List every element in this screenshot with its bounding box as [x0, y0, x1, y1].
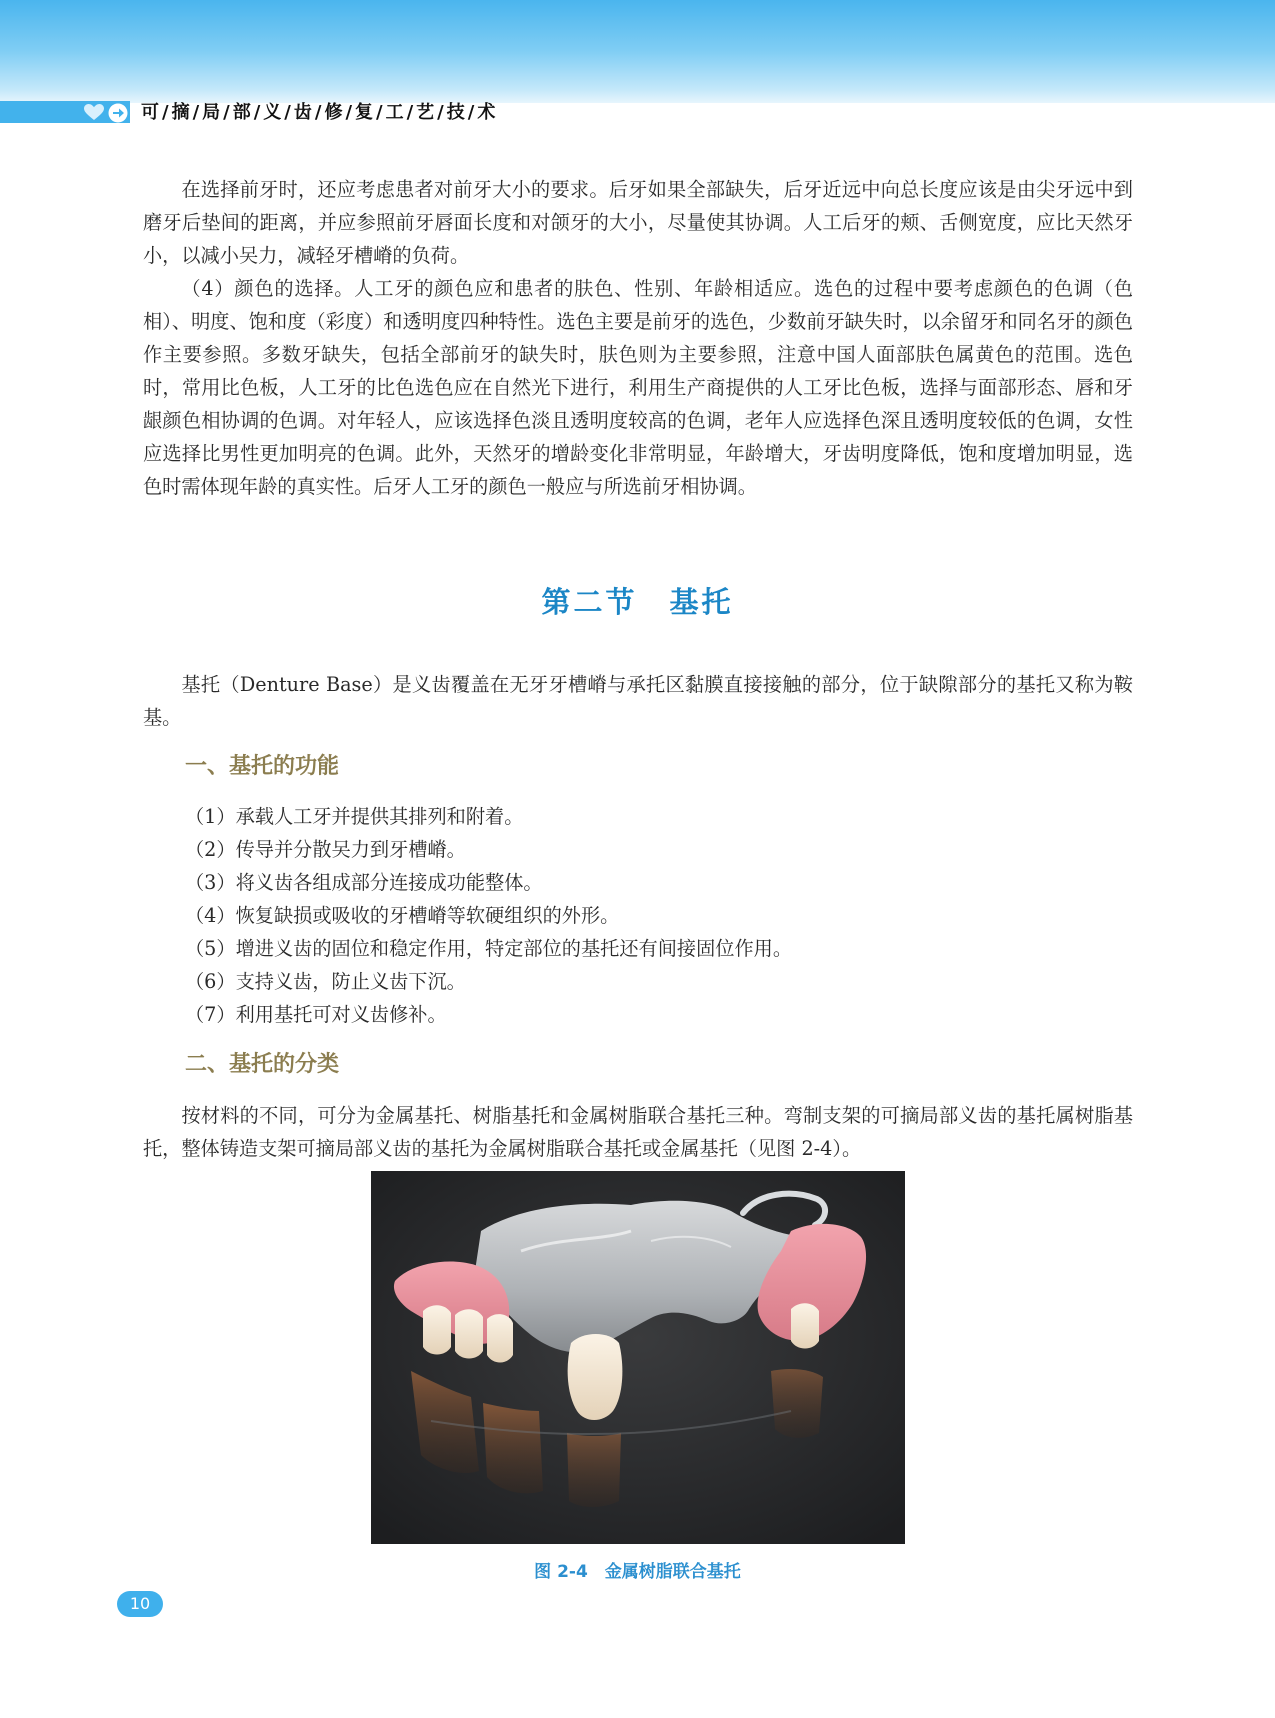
list-item: （6）支持义齿，防止义齿下沉。	[185, 970, 466, 993]
denture-photo	[371, 1171, 905, 1544]
functions-list	[185, 800, 1085, 1031]
list-item: （2）传导并分散㕦力到牙槽嵴。	[185, 838, 466, 861]
paragraph-classification: 按材料的不同，可分为金属基托、树脂基托和金属树脂联合基托三种。弯制支架的可摘局部义齿的基托属树脂基托，整体铸造支架可摘局部义齿的基托为金属树脂联合基托或金属基托（见图 2-4）。	[143, 1104, 1133, 1160]
section-title: 第二节 基托	[541, 585, 734, 619]
paragraph-denture-base-definition: 基托（Denture Base）是义齿覆盖在无牙牙槽嵴与承托区黏膜直接接触的部分，位于缺隙部分的基托又称为鞍基。	[143, 673, 1133, 729]
list-item: （3）将义齿各组成部分连接成功能整体。	[185, 871, 543, 894]
paragraph-color-selection: （4）颜色的选择。人工牙的颜色应和患者的肤色、性别、年龄相适应。选色的过程中要考虑颜色的色调（色相）、明度、饱和度（彩度）和透明度四种特性。选色主要是前牙的选色，少数前牙缺失时，以余留牙和同名牙的颜色作主要参照。多数牙缺失，包括全部前牙的缺失时，肤色则为主要参照，注意中国人面部肤色属黄色的范围。选色时，常用比色板，人工牙的比色选色应在自然光下进行，利用生产商提供的人工牙比色板，选择与面部形态、唇和牙龈颜色相协调的色调。对年轻人，应该选择色淡且透明度较高的色调，老年人应选择色深且透明度较低的色调，女性应选择比男性更加明亮的色调。此外，天然牙的增龄变化非常明显，年龄增大，牙齿明度降低，饱和度增加明显，选色时需体现年龄的真实性。后牙人工牙的颜色一般应与所选前牙相协调。	[143, 277, 1133, 498]
subheading-functions: 一、基托的功能	[185, 754, 340, 779]
header-gradient-band	[0, 0, 1275, 112]
list-item: （4）恢复缺损或吸收的牙槽嵴等软硬组织的外形。	[185, 904, 620, 927]
figure-caption: 图 2-4 金属树脂联合基托	[534, 1562, 741, 1582]
arrow-right-circle-icon	[108, 103, 128, 123]
page-number: 10	[117, 1591, 163, 1617]
heart-icon	[84, 104, 104, 121]
list-item: （5）增进义齿的固位和稳定作用，特定部位的基托还有间接固位作用。	[185, 937, 793, 960]
list-item: （1）承载人工牙并提供其排列和附着。	[185, 805, 524, 828]
paragraph-tooth-size: 在选择前牙时，还应考虑患者对前牙大小的要求。后牙如果全部缺失，后牙近远中向总长度应该是由尖牙远中到磨牙后垫间的距离，并应参照前牙唇面长度和对颌牙的大小，尽量使其协调。人工后牙的颊、舌侧宽度，应比天然牙小，以减小㕦力，减轻牙槽嵴的负荷。	[143, 178, 1133, 267]
running-title: 可/摘/局/部/义/齿/修/复/工/艺/技/术	[141, 102, 499, 123]
list-item: （7）利用基托可对义齿修补。	[185, 1003, 447, 1026]
subheading-classification: 二、基托的分类	[185, 1052, 340, 1077]
